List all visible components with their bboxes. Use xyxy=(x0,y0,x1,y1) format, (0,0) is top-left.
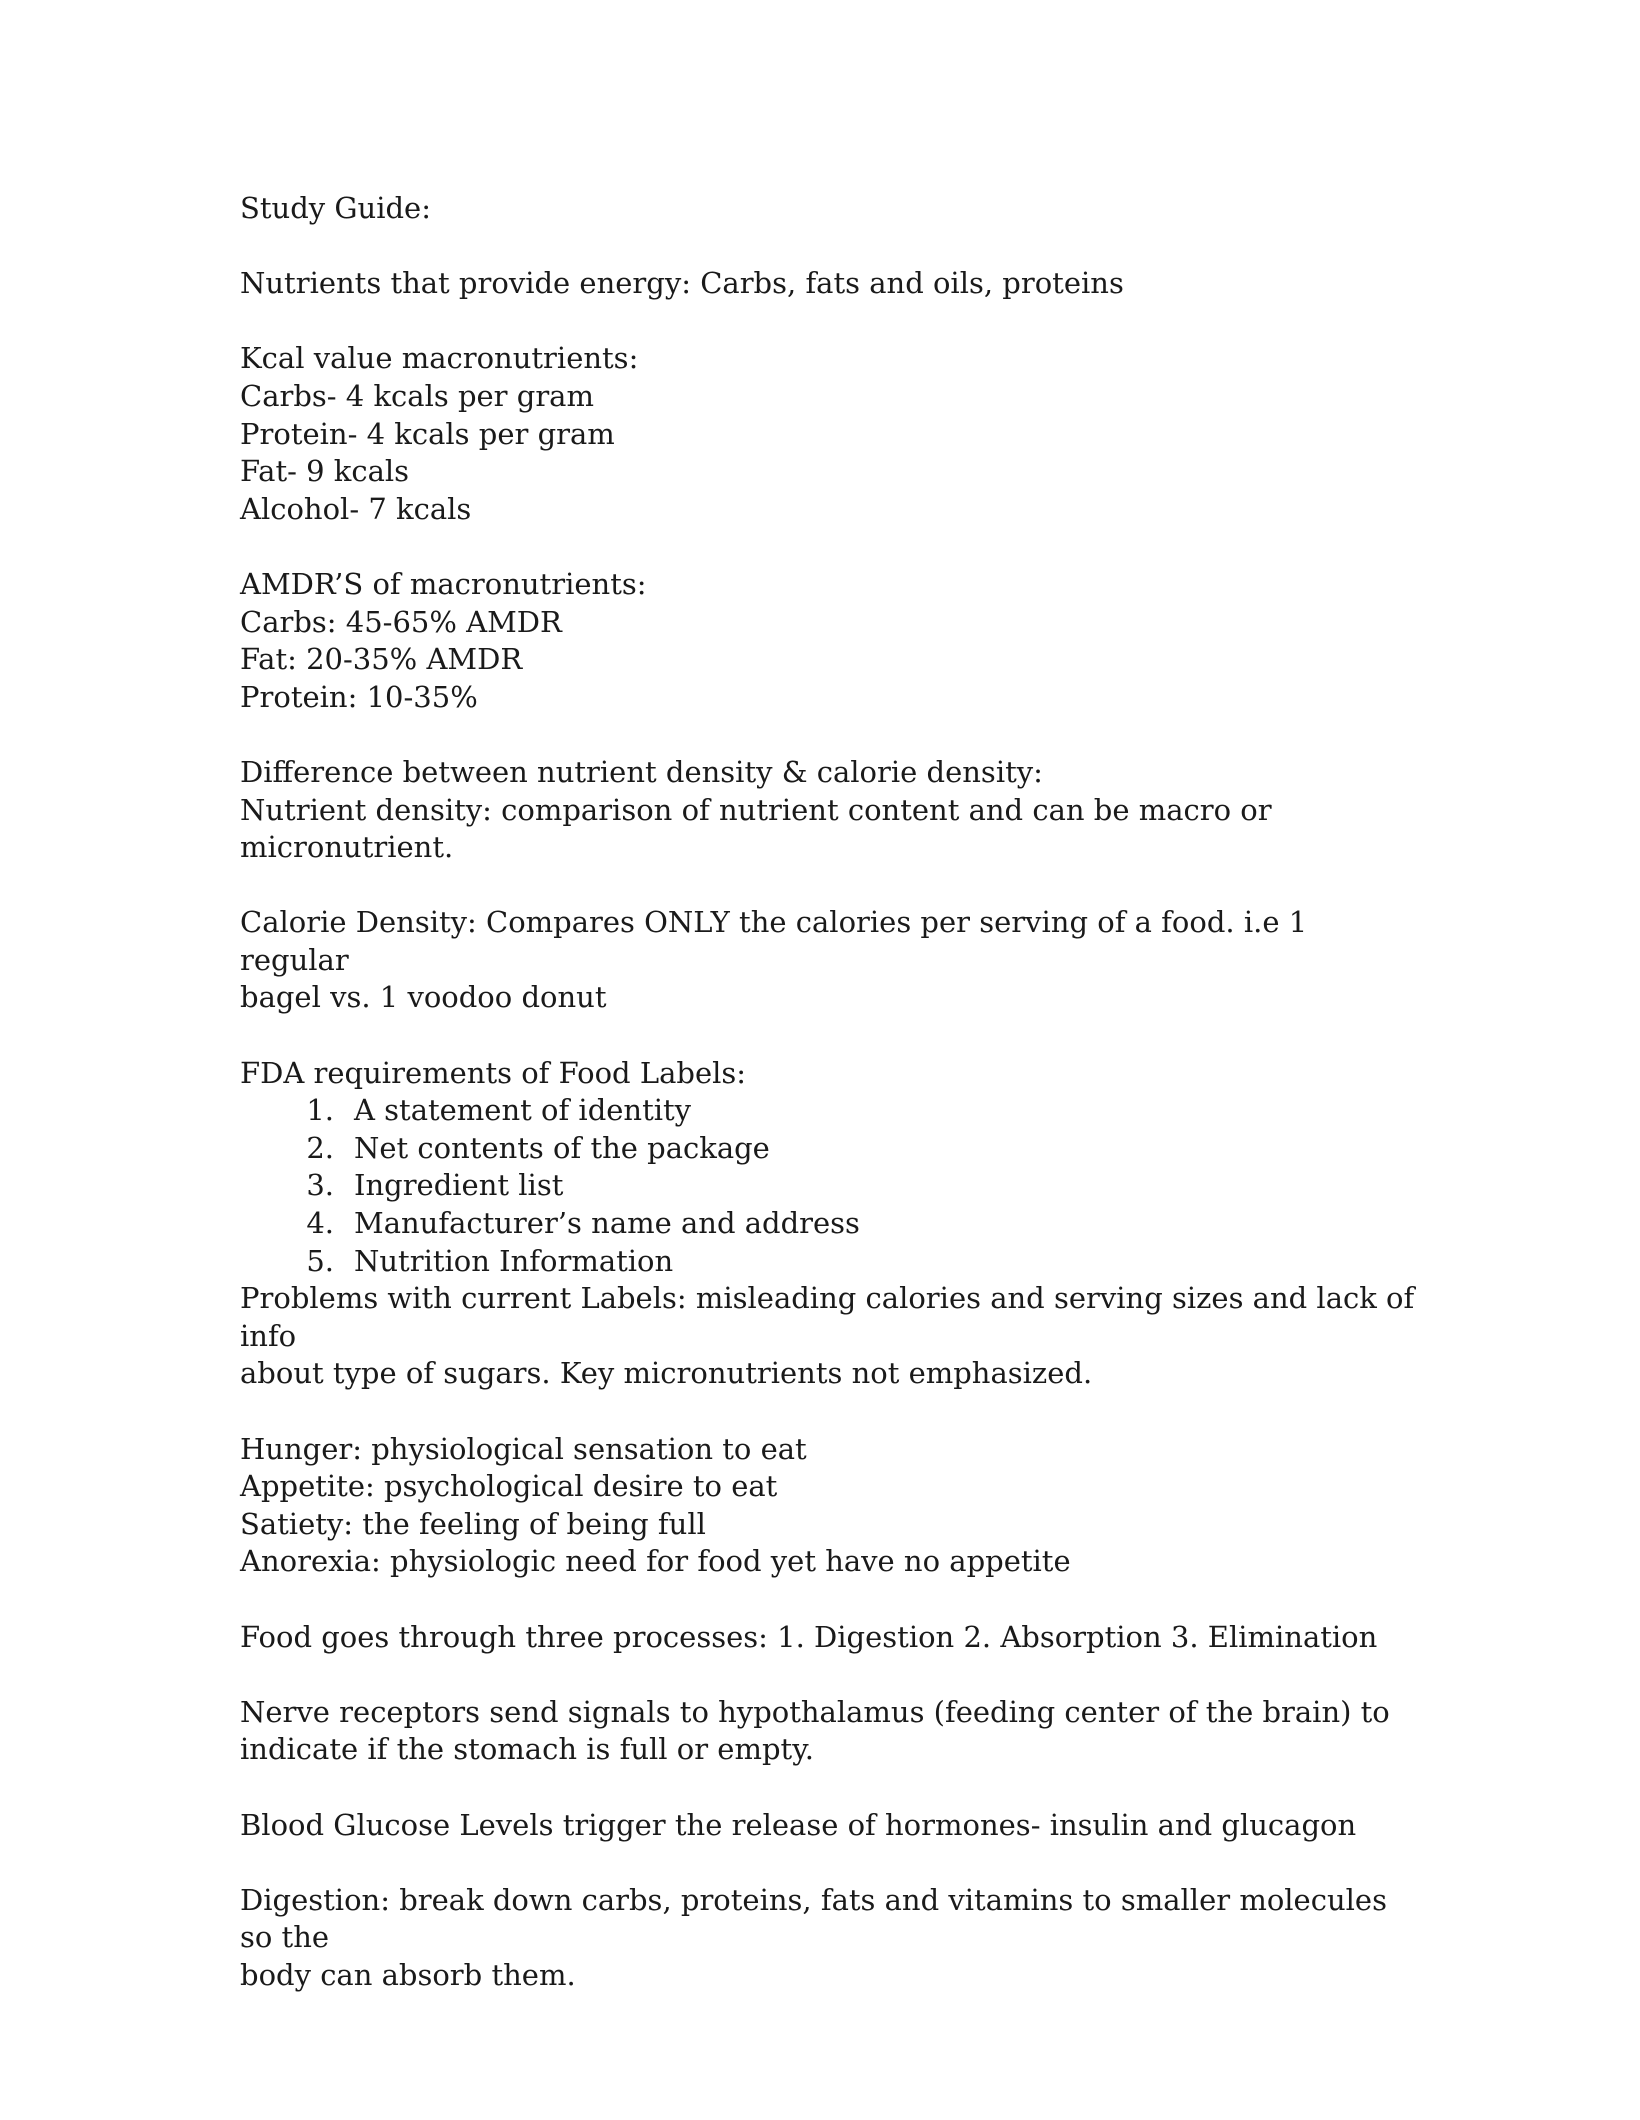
kcal-heading: Kcal value macronutrients: xyxy=(240,341,639,376)
list-item xyxy=(240,1092,1420,1130)
kcal-section xyxy=(240,340,1420,528)
list-number: 5. xyxy=(306,1243,334,1278)
spacer xyxy=(240,716,1420,754)
document-body xyxy=(240,190,1424,1995)
label-problems-line: about type of sugars. Key micronutrients not emphasized. xyxy=(240,1356,1093,1391)
processes-line: Food goes through three processes: 1. Digestion 2. Absorption 3. Elimination xyxy=(240,1619,1378,1654)
nutrient-density-line: Nutrient density: comparison of nutrient content and can be macro or xyxy=(240,792,1272,827)
nutrient-density-line: micronutrient. xyxy=(240,830,454,865)
spacer xyxy=(240,1769,1420,1807)
list-text: A statement of identity xyxy=(354,1093,692,1128)
list-text: Manufacturer’s name and address xyxy=(354,1206,860,1241)
list-text: Nutrition Information xyxy=(354,1243,674,1278)
amdr-line: Protein: 10-35% xyxy=(240,679,478,714)
calorie-density-line: bagel vs. 1 voodoo donut xyxy=(240,980,607,1015)
amdr-line: Fat: 20-35% AMDR xyxy=(240,642,523,677)
definitions-section xyxy=(240,1431,1420,1581)
kcal-line: Protein- 4 kcals per gram xyxy=(240,416,615,451)
list-number: 1. xyxy=(306,1093,334,1128)
fda-requirements-list xyxy=(240,1092,1420,1280)
spacer xyxy=(240,303,1420,341)
amdr-heading: AMDR’S of macronutrients: xyxy=(240,566,647,601)
spacer xyxy=(240,867,1420,905)
digestion-line: body can absorb them. xyxy=(240,1957,576,1992)
density-section xyxy=(240,754,1420,1017)
list-text: Net contents of the package xyxy=(354,1130,770,1165)
fda-heading: FDA requirements of Food Labels: xyxy=(240,1055,747,1090)
spacer xyxy=(240,528,1420,566)
spacer xyxy=(240,1393,1420,1431)
spacer xyxy=(240,1017,1420,1055)
list-number: 3. xyxy=(306,1168,334,1203)
list-item xyxy=(240,1243,1420,1281)
definition-line: Hunger: physiological sensation to eat xyxy=(240,1431,807,1466)
density-heading: Difference between nutrient density & calorie density: xyxy=(240,754,1043,789)
definition-line: Satiety: the feeling of being full xyxy=(240,1506,706,1541)
kcal-line: Carbs- 4 kcals per gram xyxy=(240,378,594,413)
blood-glucose-line: Blood Glucose Levels trigger the release of hormones- insulin and glucagon xyxy=(240,1807,1357,1842)
calorie-density-line: Calorie Density: Compares ONLY the calories per serving of a food. i.e 1 regular xyxy=(240,905,1317,977)
list-text: Ingredient list xyxy=(354,1168,564,1203)
energy-nutrients-line: Nutrients that provide energy: Carbs, fats and oils, proteins xyxy=(240,266,1124,301)
list-item xyxy=(240,1205,1420,1243)
nerve-receptors-line: indicate if the stomach is full or empty. xyxy=(240,1732,814,1767)
digestion-line: Digestion: break down carbs, proteins, fats and vitamins to smaller molecules so the xyxy=(240,1882,1397,1955)
nerve-receptors-line: Nerve receptors send signals to hypothalamus (feeding center of the brain) to xyxy=(240,1694,1390,1729)
list-item xyxy=(240,1130,1420,1168)
label-problems-line: Problems with current Labels: misleading calories and serving sizes and lack of info xyxy=(240,1281,1424,1353)
kcal-line: Alcohol- 7 kcals xyxy=(240,491,472,526)
spacer xyxy=(240,1581,1420,1619)
spacer xyxy=(240,1656,1420,1694)
list-number: 4. xyxy=(306,1206,334,1241)
definition-line: Anorexia: physiologic need for food yet have no appetite xyxy=(240,1544,1071,1579)
list-item xyxy=(240,1167,1420,1205)
kcal-line: Fat- 9 kcals xyxy=(240,454,410,489)
fda-section xyxy=(240,1055,1424,1393)
list-number: 2. xyxy=(306,1130,334,1165)
amdr-line: Carbs: 45-65% AMDR xyxy=(240,604,562,639)
amdr-section xyxy=(240,566,1420,716)
spacer xyxy=(240,228,1420,266)
spacer xyxy=(240,1844,1420,1882)
document-title: Study Guide: xyxy=(240,191,431,225)
definition-line: Appetite: psychological desire to eat xyxy=(240,1469,778,1504)
